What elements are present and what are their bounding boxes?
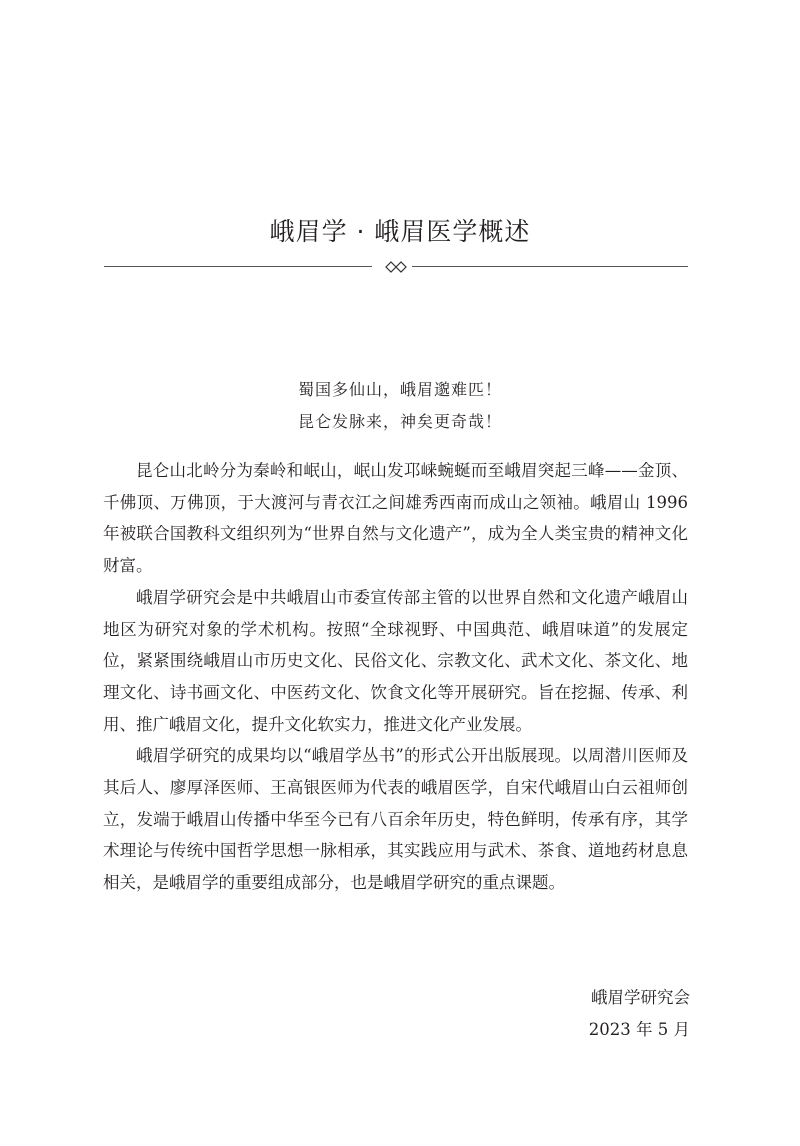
paragraph-1: 昆仑山北岭分为秦岭和岷山，岷山发邛崃蜿蜒而至峨眉突起三峰——金顶、千佛顶、万佛顶，于大渡河与青衣江之间雄秀西南而成山之领袖。峨眉山 1996 年被联合国教科文组织列为“世界自然与文化遗产”，成为全人类宝贵的精神文化财富。 [103, 461, 688, 576]
body-text [103, 455, 688, 899]
poem-line-2: 昆仑发脉来，神矣更奇哉！ [297, 412, 502, 431]
paragraph-3: 峨眉学研究的成果均以“峨眉学丛书”的形式公开出版展现。以周潜川医师及其后人、廖厚泽医师、王高银医师为代表的峨眉医学，自宋代峨眉山白云祖师创立，发端于峨眉山传播中华至今已有八百余年历史，特色鲜明，传承有序，其学术理论与传统中国哲学思想一脉相承，其实践应用与武术、茶食、道地药材息息相关，是峨眉学的重要组成部分，也是峨眉学研究的重点课题。 [103, 746, 688, 893]
epigraph-poem [0, 374, 800, 438]
divider-line-left [104, 266, 372, 267]
signature-date: 2023 年 5 月 [588, 1020, 690, 1039]
poem-line-1: 蜀国多仙山，峨眉邈难匹！ [297, 380, 502, 399]
signature-org: 峨眉学研究会 [591, 988, 690, 1007]
title-divider [104, 257, 688, 277]
signature-block [589, 982, 690, 1046]
page-title: 峨眉学 · 峨眉医学概述 [269, 217, 531, 246]
paragraph-2: 峨眉学研究会是中共峨眉山市委宣传部主管的以世界自然和文化遗产峨眉山地区为研究对象的学术机构。按照“全球视野、中国典范、峨眉味道”的发展定位，紧紧围绕峨眉山市历史文化、民俗文化、宗教文化、武术文化、茶文化、地理文化、诗书画文化、中医药文化、饮食文化等开展研究。旨在挖掘、传承、利用、推广峨眉文化，提升文化软实力，推进文化产业发展。 [103, 587, 688, 734]
divider-line-right [412, 266, 688, 267]
double-diamond-ornament-icon [384, 259, 408, 275]
